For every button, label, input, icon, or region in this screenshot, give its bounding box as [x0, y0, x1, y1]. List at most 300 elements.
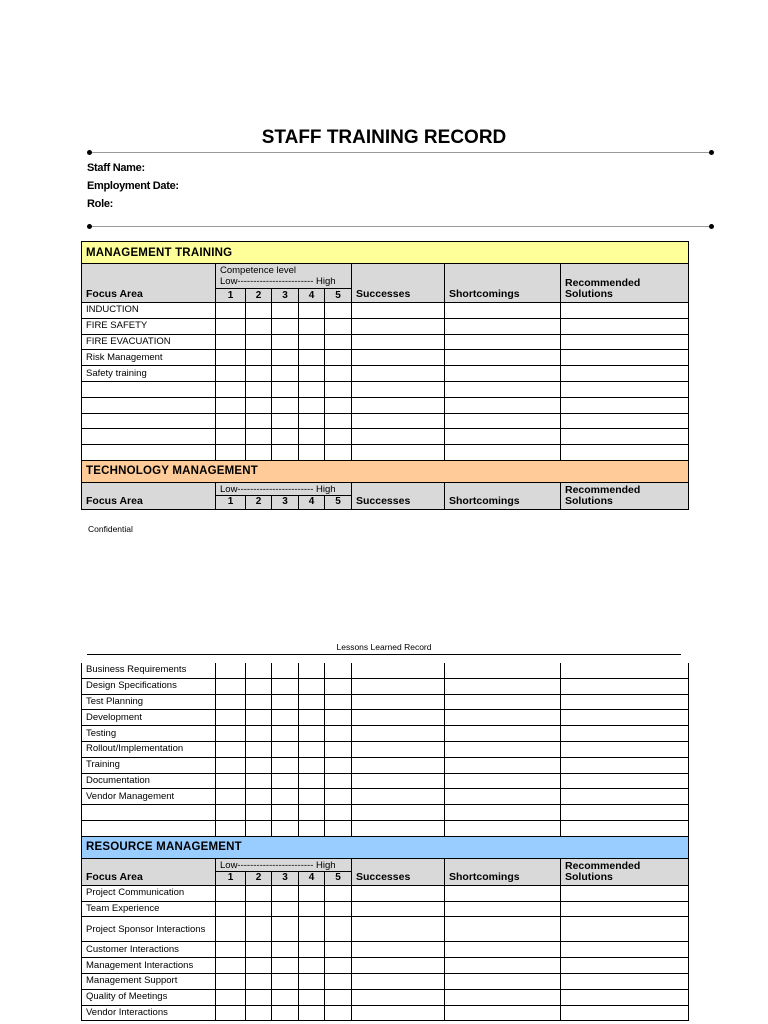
- rating-cell-5[interactable]: [325, 303, 352, 319]
- column-header-row: [82, 482, 689, 495]
- successes-cell[interactable]: [352, 973, 445, 989]
- recommended-solutions-cell[interactable]: [561, 789, 689, 805]
- focus-area-cell: Vendor Management: [82, 789, 216, 805]
- rating-cell-1[interactable]: [216, 445, 246, 461]
- rating-cell-4[interactable]: [299, 413, 325, 429]
- rating-cell-5[interactable]: [325, 958, 352, 974]
- rating-cell-5[interactable]: [325, 820, 352, 836]
- recommended-solutions-cell[interactable]: [561, 958, 689, 974]
- shortcomings-cell[interactable]: [445, 678, 561, 694]
- focus-row: [82, 942, 689, 958]
- recommended-solutions-cell[interactable]: [561, 942, 689, 958]
- rating-cell-5[interactable]: [325, 710, 352, 726]
- rating-cell-1[interactable]: [216, 663, 246, 678]
- rating-cell-5[interactable]: [325, 694, 352, 710]
- focus-row: [82, 973, 689, 989]
- successes-cell[interactable]: [352, 942, 445, 958]
- focus-row: [82, 663, 689, 678]
- shortcomings-cell[interactable]: [445, 1005, 561, 1021]
- rating-cell-1[interactable]: [216, 901, 246, 917]
- focus-area-cell: Project Sponsor Interactions: [82, 917, 216, 942]
- rating-cell-2[interactable]: [246, 303, 272, 319]
- successes-cell[interactable]: [352, 334, 445, 350]
- focus-area-cell: Rollout/Implementation: [82, 741, 216, 757]
- level-2-header: 2: [246, 871, 272, 885]
- level-2-header: 2: [246, 495, 272, 509]
- shortcomings-cell[interactable]: [445, 710, 561, 726]
- rating-cell-3[interactable]: [272, 694, 299, 710]
- rating-cell-2[interactable]: [246, 989, 272, 1005]
- rating-cell-2[interactable]: [246, 429, 272, 445]
- rating-cell-4[interactable]: [299, 350, 325, 366]
- shortcomings-header: Shortcomings: [445, 858, 561, 885]
- successes-cell[interactable]: [352, 885, 445, 901]
- shortcomings-cell[interactable]: [445, 973, 561, 989]
- rating-cell-1[interactable]: [216, 429, 246, 445]
- rating-cell-5[interactable]: [325, 805, 352, 821]
- rating-cell-1[interactable]: [216, 318, 246, 334]
- successes-cell[interactable]: [352, 820, 445, 836]
- focus-row: [82, 820, 689, 836]
- section-title-management: MANAGEMENT TRAINING: [82, 242, 689, 264]
- rating-cell-1[interactable]: [216, 958, 246, 974]
- rating-cell-2[interactable]: [246, 1005, 272, 1021]
- focus-area-cell: Customer Interactions: [82, 942, 216, 958]
- level-4-header: 4: [299, 289, 325, 303]
- rating-cell-3[interactable]: [272, 805, 299, 821]
- rating-cell-5[interactable]: [325, 350, 352, 366]
- focus-area-cell: Vendor Interactions: [82, 1005, 216, 1021]
- recommended-solutions-cell[interactable]: [561, 429, 689, 445]
- rating-cell-1[interactable]: [216, 303, 246, 319]
- recommended-solutions-cell[interactable]: [561, 805, 689, 821]
- top-divider: [89, 152, 712, 153]
- successes-cell[interactable]: [352, 726, 445, 742]
- shortcomings-cell[interactable]: [445, 917, 561, 942]
- rating-cell-5[interactable]: [325, 917, 352, 942]
- focus-area-cell: Development: [82, 710, 216, 726]
- rating-cell-5[interactable]: [325, 741, 352, 757]
- rating-cell-3[interactable]: [272, 413, 299, 429]
- recommended-solutions-cell[interactable]: [561, 303, 689, 319]
- rating-cell-1[interactable]: [216, 741, 246, 757]
- successes-cell[interactable]: [352, 678, 445, 694]
- rating-cell-1[interactable]: [216, 366, 246, 382]
- rating-cell-3[interactable]: [272, 429, 299, 445]
- recommended-solutions-cell[interactable]: [561, 973, 689, 989]
- successes-cell[interactable]: [352, 663, 445, 678]
- rating-cell-5[interactable]: [325, 678, 352, 694]
- shortcomings-cell[interactable]: [445, 334, 561, 350]
- focus-area-cell: [82, 413, 216, 429]
- focus-row: [82, 789, 689, 805]
- successes-cell[interactable]: [352, 445, 445, 461]
- rating-cell-3[interactable]: [272, 710, 299, 726]
- focus-area-cell: FIRE SAFETY: [82, 318, 216, 334]
- rating-cell-3[interactable]: [272, 942, 299, 958]
- rating-cell-1[interactable]: [216, 678, 246, 694]
- shortcomings-cell[interactable]: [445, 397, 561, 413]
- focus-area-cell: Risk Management: [82, 350, 216, 366]
- successes-cell[interactable]: [352, 901, 445, 917]
- section-title-resource: RESOURCE MANAGEMENT: [82, 836, 689, 858]
- rating-cell-5[interactable]: [325, 942, 352, 958]
- rating-cell-2[interactable]: [246, 805, 272, 821]
- focus-area-header: Focus Area: [82, 264, 216, 303]
- rating-cell-4[interactable]: [299, 885, 325, 901]
- level-1-header: 1: [216, 495, 246, 509]
- recommended-solutions-cell[interactable]: [561, 334, 689, 350]
- level-3-header: 3: [272, 871, 299, 885]
- rating-cell-4[interactable]: [299, 989, 325, 1005]
- rating-cell-3[interactable]: [272, 381, 299, 397]
- rating-cell-1[interactable]: [216, 917, 246, 942]
- level-4-header: 4: [299, 871, 325, 885]
- recommended-solutions-cell[interactable]: [561, 663, 689, 678]
- rating-cell-3[interactable]: [272, 885, 299, 901]
- rating-cell-1[interactable]: [216, 710, 246, 726]
- rating-cell-4[interactable]: [299, 901, 325, 917]
- rating-cell-5[interactable]: [325, 381, 352, 397]
- rating-cell-2[interactable]: [246, 413, 272, 429]
- rating-cell-4[interactable]: [299, 805, 325, 821]
- level-2-header: 2: [246, 289, 272, 303]
- rating-cell-3[interactable]: [272, 901, 299, 917]
- recommended-solutions-cell[interactable]: [561, 989, 689, 1005]
- rating-cell-1[interactable]: [216, 789, 246, 805]
- shortcomings-cell[interactable]: [445, 820, 561, 836]
- rating-cell-2[interactable]: [246, 820, 272, 836]
- rating-cell-1[interactable]: [216, 694, 246, 710]
- shortcomings-cell[interactable]: [445, 303, 561, 319]
- rating-cell-3[interactable]: [272, 445, 299, 461]
- rating-cell-3[interactable]: [272, 917, 299, 942]
- rating-cell-3[interactable]: [272, 973, 299, 989]
- focus-row: [82, 741, 689, 757]
- column-header-row: [82, 264, 689, 289]
- rating-cell-1[interactable]: [216, 350, 246, 366]
- shortcomings-cell[interactable]: [445, 741, 561, 757]
- recommended-solutions-cell[interactable]: [561, 757, 689, 773]
- rating-cell-4[interactable]: [299, 334, 325, 350]
- successes-cell[interactable]: [352, 318, 445, 334]
- rating-cell-5[interactable]: [325, 726, 352, 742]
- rating-cell-4[interactable]: [299, 757, 325, 773]
- recommended-solutions-cell[interactable]: [561, 741, 689, 757]
- rating-cell-2[interactable]: [246, 958, 272, 974]
- rating-cell-1[interactable]: [216, 820, 246, 836]
- rating-cell-4[interactable]: [299, 381, 325, 397]
- focus-row: [82, 318, 689, 334]
- rating-cell-1[interactable]: [216, 805, 246, 821]
- rating-cell-3[interactable]: [272, 350, 299, 366]
- successes-cell[interactable]: [352, 757, 445, 773]
- rating-cell-3[interactable]: [272, 334, 299, 350]
- rating-cell-1[interactable]: [216, 381, 246, 397]
- recommended-solutions-cell[interactable]: [561, 350, 689, 366]
- rating-cell-4[interactable]: [299, 773, 325, 789]
- rating-cell-2[interactable]: [246, 973, 272, 989]
- rating-cell-3[interactable]: [272, 741, 299, 757]
- rating-cell-4[interactable]: [299, 942, 325, 958]
- recommended-solutions-cell[interactable]: [561, 381, 689, 397]
- rating-cell-4[interactable]: [299, 678, 325, 694]
- rating-cell-4[interactable]: [299, 429, 325, 445]
- focus-area-cell: Management Interactions: [82, 958, 216, 974]
- successes-cell[interactable]: [352, 789, 445, 805]
- rating-cell-2[interactable]: [246, 350, 272, 366]
- rating-cell-5[interactable]: [325, 366, 352, 382]
- rating-cell-3[interactable]: [272, 318, 299, 334]
- rating-cell-4[interactable]: [299, 303, 325, 319]
- rating-cell-1[interactable]: [216, 1005, 246, 1021]
- focus-row: [82, 710, 689, 726]
- level-1-header: 1: [216, 289, 246, 303]
- successes-cell[interactable]: [352, 429, 445, 445]
- focus-row: [82, 445, 689, 461]
- shortcomings-cell[interactable]: [445, 726, 561, 742]
- successes-cell[interactable]: [352, 350, 445, 366]
- rating-cell-3[interactable]: [272, 678, 299, 694]
- rating-cell-5[interactable]: [325, 429, 352, 445]
- shortcomings-cell[interactable]: [445, 350, 561, 366]
- rating-cell-1[interactable]: [216, 726, 246, 742]
- rating-cell-4[interactable]: [299, 958, 325, 974]
- scale-label: Low------------------------ High: [220, 859, 336, 871]
- rating-cell-4[interactable]: [299, 726, 325, 742]
- rating-cell-2[interactable]: [246, 318, 272, 334]
- rating-cell-4[interactable]: [299, 789, 325, 805]
- rating-cell-4[interactable]: [299, 663, 325, 678]
- rating-cell-3[interactable]: [272, 1005, 299, 1021]
- focus-area-cell: [82, 397, 216, 413]
- rating-cell-3[interactable]: [272, 366, 299, 382]
- successes-cell[interactable]: [352, 397, 445, 413]
- rating-cell-1[interactable]: [216, 334, 246, 350]
- successes-cell[interactable]: [352, 366, 445, 382]
- rating-cell-1[interactable]: [216, 989, 246, 1005]
- shortcomings-cell[interactable]: [445, 663, 561, 678]
- recommended-solutions-cell[interactable]: [561, 710, 689, 726]
- rating-cell-4[interactable]: [299, 397, 325, 413]
- rating-cell-2[interactable]: [246, 710, 272, 726]
- rating-cell-4[interactable]: [299, 694, 325, 710]
- recommended-solutions-cell[interactable]: [561, 773, 689, 789]
- rating-cell-2[interactable]: [246, 726, 272, 742]
- shortcomings-cell[interactable]: [445, 773, 561, 789]
- competence-level-header: [216, 264, 352, 289]
- rating-cell-2[interactable]: [246, 917, 272, 942]
- rating-cell-4[interactable]: [299, 741, 325, 757]
- rating-cell-5[interactable]: [325, 334, 352, 350]
- competence-level-header: [216, 482, 352, 495]
- rating-cell-1[interactable]: [216, 757, 246, 773]
- rating-cell-1[interactable]: [216, 413, 246, 429]
- rating-cell-5[interactable]: [325, 757, 352, 773]
- rating-cell-5[interactable]: [325, 413, 352, 429]
- rating-cell-1[interactable]: [216, 397, 246, 413]
- recommended-solutions-cell[interactable]: [561, 397, 689, 413]
- rating-cell-2[interactable]: [246, 757, 272, 773]
- rating-cell-5[interactable]: [325, 1005, 352, 1021]
- level-5-header: 5: [325, 871, 352, 885]
- page2-header-rule: [87, 654, 681, 655]
- rating-cell-4[interactable]: [299, 710, 325, 726]
- shortcomings-cell[interactable]: [445, 366, 561, 382]
- rating-cell-5[interactable]: [325, 397, 352, 413]
- rating-cell-2[interactable]: [246, 334, 272, 350]
- successes-cell[interactable]: [352, 694, 445, 710]
- successes-cell[interactable]: [352, 1005, 445, 1021]
- rating-cell-3[interactable]: [272, 303, 299, 319]
- shortcomings-cell[interactable]: [445, 885, 561, 901]
- rating-cell-2[interactable]: [246, 901, 272, 917]
- successes-cell[interactable]: [352, 917, 445, 942]
- page-title: STAFF TRAINING RECORD: [261, 127, 507, 148]
- rating-cell-5[interactable]: [325, 663, 352, 678]
- rating-cell-2[interactable]: [246, 773, 272, 789]
- training-table-page1: [81, 241, 689, 510]
- shortcomings-cell[interactable]: [445, 989, 561, 1005]
- focus-row: [82, 757, 689, 773]
- successes-cell[interactable]: [352, 989, 445, 1005]
- recommended-solutions-cell[interactable]: [561, 885, 689, 901]
- focus-area-cell: Business Requirements: [82, 663, 216, 678]
- successes-cell[interactable]: [352, 805, 445, 821]
- rating-cell-2[interactable]: [246, 942, 272, 958]
- rating-cell-3[interactable]: [272, 989, 299, 1005]
- section-title-technology: TECHNOLOGY MANAGEMENT: [82, 460, 689, 482]
- recommended-solutions-cell[interactable]: [561, 366, 689, 382]
- shortcomings-cell[interactable]: [445, 942, 561, 958]
- rating-cell-1[interactable]: [216, 973, 246, 989]
- focus-area-cell: FIRE EVACUATION: [82, 334, 216, 350]
- successes-header: Successes: [352, 264, 445, 303]
- rating-cell-5[interactable]: [325, 318, 352, 334]
- shortcomings-cell[interactable]: [445, 901, 561, 917]
- recommended-solutions-cell[interactable]: [561, 1005, 689, 1021]
- rating-cell-2[interactable]: [246, 885, 272, 901]
- rating-cell-2[interactable]: [246, 663, 272, 678]
- rating-cell-1[interactable]: [216, 942, 246, 958]
- column-header-row: [82, 858, 689, 871]
- rating-cell-1[interactable]: [216, 885, 246, 901]
- rating-cell-2[interactable]: [246, 741, 272, 757]
- rating-cell-2[interactable]: [246, 381, 272, 397]
- recommended-solutions-cell[interactable]: [561, 726, 689, 742]
- rating-cell-5[interactable]: [325, 789, 352, 805]
- rating-cell-5[interactable]: [325, 885, 352, 901]
- rating-cell-4[interactable]: [299, 366, 325, 382]
- shortcomings-cell[interactable]: [445, 413, 561, 429]
- rating-cell-3[interactable]: [272, 773, 299, 789]
- focus-area-header: Focus Area: [82, 858, 216, 885]
- recommended-solutions-cell[interactable]: [561, 820, 689, 836]
- confidential-footer: Confidential: [88, 524, 133, 534]
- shortcomings-cell[interactable]: [445, 694, 561, 710]
- rating-cell-3[interactable]: [272, 820, 299, 836]
- successes-cell[interactable]: [352, 958, 445, 974]
- rating-cell-4[interactable]: [299, 917, 325, 942]
- successes-header: Successes: [352, 858, 445, 885]
- rating-cell-4[interactable]: [299, 820, 325, 836]
- recommended-solutions-cell[interactable]: [561, 901, 689, 917]
- page2-header: Lessons Learned Record: [336, 642, 432, 652]
- rating-cell-3[interactable]: [272, 397, 299, 413]
- rating-cell-3[interactable]: [272, 726, 299, 742]
- focus-row: [82, 413, 689, 429]
- focus-row: [82, 958, 689, 974]
- focus-area-cell: Testing: [82, 726, 216, 742]
- recommended-solutions-cell[interactable]: [561, 917, 689, 942]
- rating-cell-2[interactable]: [246, 397, 272, 413]
- rating-cell-1[interactable]: [216, 773, 246, 789]
- rating-cell-2[interactable]: [246, 678, 272, 694]
- shortcomings-cell[interactable]: [445, 805, 561, 821]
- recommended-solutions-cell[interactable]: [561, 413, 689, 429]
- shortcomings-cell[interactable]: [445, 381, 561, 397]
- successes-cell[interactable]: [352, 773, 445, 789]
- rating-cell-2[interactable]: [246, 694, 272, 710]
- rating-cell-2[interactable]: [246, 366, 272, 382]
- rating-cell-3[interactable]: [272, 757, 299, 773]
- shortcomings-cell[interactable]: [445, 958, 561, 974]
- shortcomings-cell[interactable]: [445, 318, 561, 334]
- rating-cell-4[interactable]: [299, 1005, 325, 1021]
- successes-cell[interactable]: [352, 303, 445, 319]
- recommended-solutions-cell[interactable]: [561, 694, 689, 710]
- focus-row: [82, 885, 689, 901]
- rating-cell-5[interactable]: [325, 973, 352, 989]
- recommended-solutions-header: Recommended Solutions: [561, 264, 689, 303]
- rating-cell-5[interactable]: [325, 773, 352, 789]
- focus-row: [82, 726, 689, 742]
- employment-date-label: Employment Date:: [87, 180, 179, 192]
- rating-cell-5[interactable]: [325, 989, 352, 1005]
- rating-cell-4[interactable]: [299, 973, 325, 989]
- rating-cell-4[interactable]: [299, 445, 325, 461]
- shortcomings-cell[interactable]: [445, 429, 561, 445]
- successes-cell[interactable]: [352, 710, 445, 726]
- focus-row: [82, 805, 689, 821]
- focus-row: [82, 694, 689, 710]
- focus-row: [82, 334, 689, 350]
- role-label: Role:: [87, 198, 114, 210]
- rating-cell-4[interactable]: [299, 318, 325, 334]
- recommended-solutions-header: Recommended Solutions: [561, 858, 689, 885]
- successes-cell[interactable]: [352, 741, 445, 757]
- focus-row: [82, 381, 689, 397]
- rating-cell-5[interactable]: [325, 901, 352, 917]
- rating-cell-3[interactable]: [272, 663, 299, 678]
- level-5-header: 5: [325, 495, 352, 509]
- shortcomings-cell[interactable]: [445, 445, 561, 461]
- successes-cell[interactable]: [352, 413, 445, 429]
- rating-cell-2[interactable]: [246, 789, 272, 805]
- shortcomings-cell[interactable]: [445, 757, 561, 773]
- recommended-solutions-cell[interactable]: [561, 445, 689, 461]
- focus-row: [82, 917, 689, 942]
- focus-row: [82, 773, 689, 789]
- shortcomings-cell[interactable]: [445, 789, 561, 805]
- recommended-solutions-cell[interactable]: [561, 678, 689, 694]
- successes-cell[interactable]: [352, 381, 445, 397]
- rating-cell-2[interactable]: [246, 445, 272, 461]
- rating-cell-3[interactable]: [272, 958, 299, 974]
- rating-cell-5[interactable]: [325, 445, 352, 461]
- recommended-solutions-cell[interactable]: [561, 318, 689, 334]
- rating-cell-3[interactable]: [272, 789, 299, 805]
